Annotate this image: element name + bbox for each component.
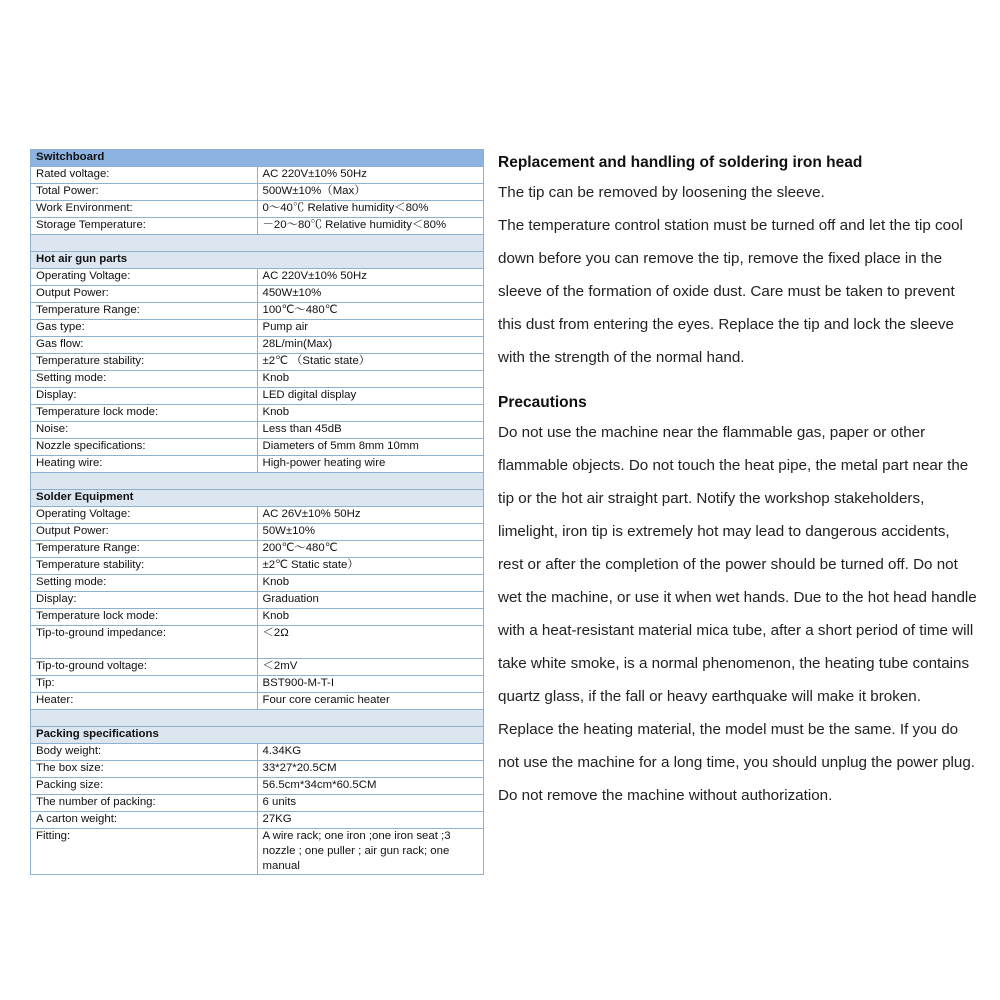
spec-label: Setting mode:: [31, 371, 258, 388]
spec-row: [31, 388, 484, 405]
spec-value: AC 220V±10% 50Hz: [257, 167, 484, 184]
spec-value: 33*27*20.5CM: [257, 761, 484, 778]
replacement-paragraph-1: The tip can be removed by loosening the sleeve.: [498, 184, 825, 201]
spec-row: [31, 795, 484, 812]
spec-value: 0～40℃ Relative humidity＜80%: [257, 201, 484, 218]
spec-row: [31, 812, 484, 829]
spec-row: [31, 626, 484, 659]
spec-value: －20～80℃ Relative humidity＜80%: [257, 218, 484, 235]
spec-row: [31, 778, 484, 795]
section-header-row: [31, 490, 484, 507]
spec-label: A carton weight:: [31, 812, 258, 829]
spec-row: [31, 659, 484, 676]
spec-label: The number of packing:: [31, 795, 258, 812]
precautions-paragraph: Do not use the machine near the flammable gas, paper or other flammable objects. Do not touch the heat pipe, the metal part near the tip or the hot air straight part. Notify the workshop stakeholders, limelight, iron tip is extremely hot may lead to dangerous accidents, rest or after the completion of the power should be turned off. Do not wet the machine, or use it when wet hands. Due to the hot head handle with a heat-resistant material mica tube, after a short period of time will take white smoke, is a normal phenomenon, the heating tube contains quartz glass, if the fall or heavy earthquake will make it broken. Replace the heating material, the model must be the same. If you do not use the machine for a long time, you should unplug the power plug. Do not remove the machine without authorization.: [498, 424, 977, 804]
spec-value: Knob: [257, 405, 484, 422]
section-spacer: [31, 235, 484, 252]
spec-value: Diameters of 5mm 8mm 10mm: [257, 439, 484, 456]
spec-value: Graduation: [257, 592, 484, 609]
spec-label: Gas flow:: [31, 337, 258, 354]
spec-row: [31, 744, 484, 761]
spec-label: Noise:: [31, 422, 258, 439]
section-title: Hot air gun parts: [31, 252, 484, 269]
spec-value: 200℃～480℃: [257, 541, 484, 558]
spec-value: ±2℃ （Static state）: [257, 354, 484, 371]
spec-label: Temperature Range:: [31, 303, 258, 320]
spec-row: [31, 829, 484, 875]
spec-value: Knob: [257, 575, 484, 592]
spec-row: [31, 184, 484, 201]
spec-label: Operating Voltage:: [31, 269, 258, 286]
spec-row: [31, 303, 484, 320]
spec-value: ±2℃ Static state）: [257, 558, 484, 575]
section-spacer-cell: [31, 235, 484, 252]
spec-value: 450W±10%: [257, 286, 484, 303]
section-title: Packing specifications: [31, 727, 484, 744]
spec-label: Body weight:: [31, 744, 258, 761]
spec-row: [31, 354, 484, 371]
spec-row: [31, 337, 484, 354]
text-column: [498, 150, 978, 812]
spec-label: Nozzle specifications:: [31, 439, 258, 456]
spec-label: Output Power:: [31, 524, 258, 541]
spec-label: Operating Voltage:: [31, 507, 258, 524]
spec-value: 4.34KG: [257, 744, 484, 761]
spec-value: ＜2mV: [257, 659, 484, 676]
spec-label: Display:: [31, 388, 258, 405]
section-spacer-cell: [31, 473, 484, 490]
spec-label: Packing size:: [31, 778, 258, 795]
spec-label: Rated voltage:: [31, 167, 258, 184]
spec-row: [31, 524, 484, 541]
spec-row: [31, 405, 484, 422]
spec-label: Temperature lock mode:: [31, 405, 258, 422]
spec-value: Knob: [257, 609, 484, 626]
spec-row: [31, 201, 484, 218]
spec-value: Four core ceramic heater: [257, 693, 484, 710]
spec-row: [31, 218, 484, 235]
spec-row: [31, 693, 484, 710]
precautions-heading: Precautions: [498, 394, 587, 411]
spec-label: Heater:: [31, 693, 258, 710]
spec-row: [31, 507, 484, 524]
spec-value: 6 units: [257, 795, 484, 812]
spec-label: Fitting:: [31, 829, 258, 875]
spec-label: Total Power:: [31, 184, 258, 201]
spec-row: [31, 761, 484, 778]
spec-value: Knob: [257, 371, 484, 388]
spec-label: Storage Temperature:: [31, 218, 258, 235]
spec-label: The box size:: [31, 761, 258, 778]
spec-label: Setting mode:: [31, 575, 258, 592]
section-spacer: [31, 710, 484, 727]
replacement-heading: Replacement and handling of soldering iron head: [498, 154, 863, 171]
spec-row: [31, 269, 484, 286]
section-header-row: [31, 150, 484, 167]
spec-row: [31, 541, 484, 558]
spec-row: [31, 167, 484, 184]
section-title: Switchboard: [31, 150, 484, 167]
spec-value: BST900-M-T-I: [257, 676, 484, 693]
spec-value: AC 26V±10% 50Hz: [257, 507, 484, 524]
spec-label: Tip:: [31, 676, 258, 693]
spec-label: Temperature stability:: [31, 558, 258, 575]
spec-row: [31, 558, 484, 575]
spec-label: Work Environment:: [31, 201, 258, 218]
spec-value: 56.5cm*34cm*60.5CM: [257, 778, 484, 795]
spec-value: 27KG: [257, 812, 484, 829]
spec-value: 500W±10%（Max）: [257, 184, 484, 201]
spec-row: [31, 676, 484, 693]
spec-value: 28L/min(Max): [257, 337, 484, 354]
spec-value: High-power heating wire: [257, 456, 484, 473]
section-spacer: [31, 473, 484, 490]
spec-row: [31, 422, 484, 439]
section-spacer-cell: [31, 710, 484, 727]
spec-label: Temperature Range:: [31, 541, 258, 558]
spec-table: [30, 149, 484, 875]
spec-row: [31, 320, 484, 337]
spec-value: LED digital display: [257, 388, 484, 405]
spec-row: [31, 439, 484, 456]
spec-label: Temperature stability:: [31, 354, 258, 371]
spec-row: [31, 609, 484, 626]
spec-value: A wire rack; one iron ;one iron seat ;3 nozzle ; one puller ; air gun rack; one manual: [257, 829, 484, 875]
spec-row: [31, 575, 484, 592]
section-header-row: [31, 727, 484, 744]
spec-row: [31, 592, 484, 609]
spec-label: Heating wire:: [31, 456, 258, 473]
spec-value: Less than 45dB: [257, 422, 484, 439]
spec-row: [31, 286, 484, 303]
spec-label: Output Power:: [31, 286, 258, 303]
spec-value: AC 220V±10% 50Hz: [257, 269, 484, 286]
spec-value: 50W±10%: [257, 524, 484, 541]
spec-value: ＜2Ω: [257, 626, 484, 659]
spec-table-container: [30, 149, 484, 875]
spec-label: Gas type:: [31, 320, 258, 337]
spec-label: Tip-to-ground voltage:: [31, 659, 258, 676]
spec-label: Temperature lock mode:: [31, 609, 258, 626]
section-title: Solder Equipment: [31, 490, 484, 507]
spec-label: Tip-to-ground impedance:: [31, 626, 258, 659]
spec-row: [31, 456, 484, 473]
spec-value: Pump air: [257, 320, 484, 337]
spec-row: [31, 371, 484, 388]
replacement-paragraph-2: The temperature control station must be turned off and let the tip cool down before you can remove the tip, remove the fixed place in the sleeve of the formation of oxide dust. Care must be taken to prevent this dust from entering the eyes. Replace the tip and lock the sleeve with the strength of the normal hand.: [498, 217, 963, 366]
spec-value: 100℃～480℃: [257, 303, 484, 320]
section-header-row: [31, 252, 484, 269]
spec-label: Display:: [31, 592, 258, 609]
